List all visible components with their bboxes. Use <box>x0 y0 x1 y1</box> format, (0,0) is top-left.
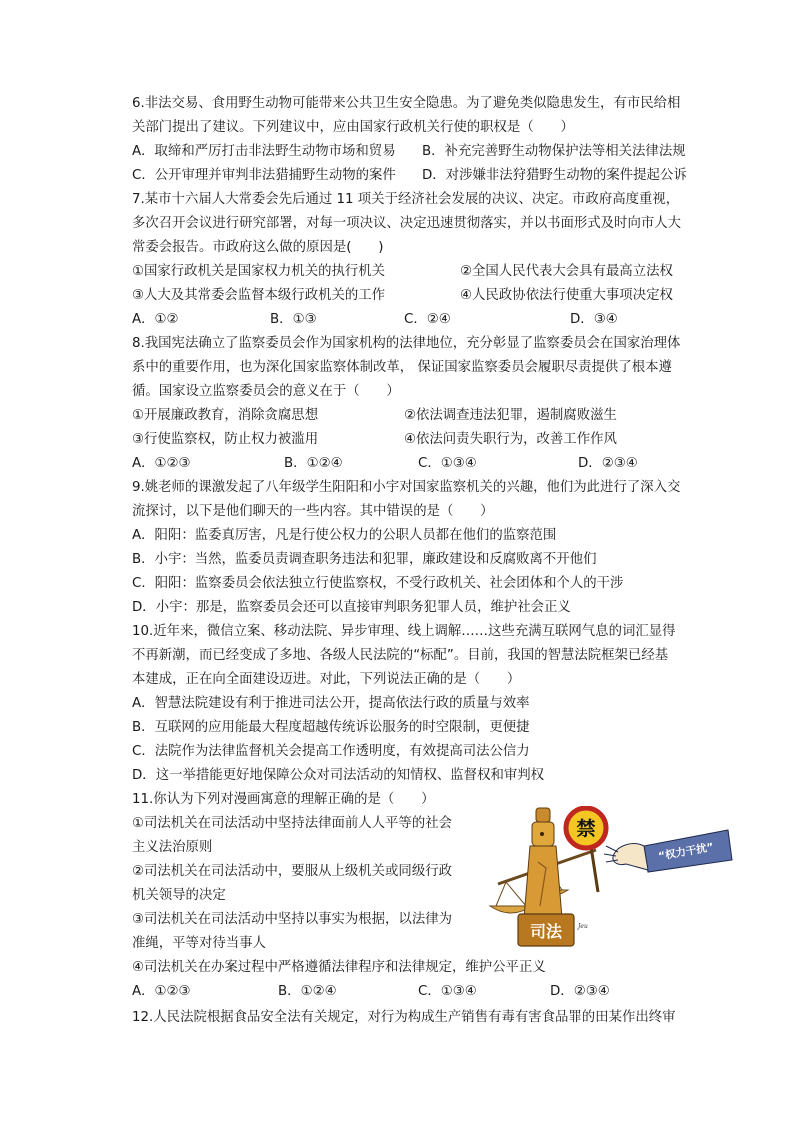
q8-stem-line-2: 系中的重要作用，也为深化国家监察体制改革， 保证国家监察委员会履职尽责提供了根本遵 <box>132 360 672 375</box>
q8-option-c[interactable]: C．①③④ <box>418 456 477 471</box>
q8-item-row-2 <box>132 428 712 452</box>
q6-option-a[interactable]: A．取缔和严厉打击非法野生动物市场和贸易 <box>132 144 396 159</box>
q11-stem-line-1: 11.你认为下列对漫画寓意的理解正确的是（ ） <box>132 792 435 807</box>
q7-item-row-2 <box>132 284 712 308</box>
q8-option-b[interactable]: B．①②④ <box>284 456 343 471</box>
q7-item-4: ④人民政协依法行使重大事项决定权 <box>460 288 673 303</box>
q7-option-c[interactable]: C．②④ <box>404 312 451 327</box>
q8-option-a[interactable]: A．①②③ <box>132 456 191 471</box>
q11-option-b[interactable]: B．①②④ <box>278 984 337 999</box>
q6-option-b[interactable]: B．补充完善野生动物保护法等相关法律法规 <box>422 144 686 159</box>
q6-stem-line-1: 6.非法交易、食用野生动物可能带来公共卫生安全隐患。为了避免类似隐患发生，有市民给相 <box>132 96 681 111</box>
q10-option-a[interactable]: A．智慧法院建设有利于推进司法公开，提高依法行政的质量与效率 <box>132 696 530 711</box>
q8-item-4: ④依法问责失职行为，改善工作作风 <box>404 432 617 447</box>
q10-stem-line-3: 本建成，正在向全面建设迈进。对此，下列说法正确的是（ ） <box>132 672 521 687</box>
q6-option-row-1 <box>132 140 712 164</box>
q7-item-1: ①国家行政机关是国家权力机关的执行机关 <box>132 264 386 279</box>
q7-option-d[interactable]: D．③④ <box>570 312 618 327</box>
artist-signature: Jeu <box>578 923 588 930</box>
q11-item-line-5: ③司法机关在司法活动中坚持以事实为根据，以法律为 <box>132 912 452 927</box>
q9-option-c[interactable]: C．阳阳：监察委员会依法独立行使监察权，不受行政机关、社会团体和个人的干涉 <box>132 576 624 591</box>
q8-item-row-1 <box>132 404 712 428</box>
q11-item-line-2: 主义法治原则 <box>132 840 213 855</box>
q8-item-2: ②依法调查违法犯罪，遏制腐败滋生 <box>404 408 617 423</box>
q11-option-row <box>132 980 712 1004</box>
justice-cartoon <box>486 806 734 956</box>
q7-option-row <box>132 308 712 332</box>
q10-stem-line-1: 10.近年来，微信立案、移动法院、异步审理、线上调解……这些充满互联网气息的词汇显得 <box>132 624 676 639</box>
q11-item-line-7: ④司法机关在办案过程中严格遵循法律程序和法律规定，维护公平正义 <box>132 960 546 975</box>
q9-option-d[interactable]: D．小宇：那是，监察委员会还可以直接审判职务犯罪人员，维护社会正义 <box>132 600 571 615</box>
q11-item-line-1: ①司法机关在司法活动中坚持法律面前人人平等的社会 <box>132 816 452 831</box>
q8-item-3: ③行使监察权，防止权力被滥用 <box>132 432 319 447</box>
q9-option-a[interactable]: A．阳阳：监委真厉害，凡是行使公权力的公职人员都在他们的监察范围 <box>132 528 557 543</box>
q9-stem-line-2: 流探讨，以下是他们聊天的一些内容。其中错误的是（ ） <box>132 504 494 519</box>
q6-option-row-2 <box>132 164 712 188</box>
q7-option-a[interactable]: A．①② <box>132 312 179 327</box>
q11-option-c[interactable]: C．①③④ <box>418 984 477 999</box>
q7-item-3: ③人大及其常委会监督本级行政机关的工作 <box>132 288 386 303</box>
q10-option-b[interactable]: B．互联网的应用能最大程度超越传统诉讼服务的时空限制，更便捷 <box>132 720 530 735</box>
q8-stem-line-3: 循。国家设立监察委员会的意义在于（ ） <box>132 384 400 399</box>
q7-stem-line-1: 7.某市十六届人大常委会先后通过 11 项关于经济社会发展的决议、决定。市政府高度重视， <box>132 192 680 207</box>
q7-stem-line-2: 多次召开会议进行研究部署，对每一项决议、决定迅速贯彻落实，并以书面形式及时向市人大 <box>132 216 682 231</box>
q11-item-line-3: ②司法机关在司法活动中，要服从上级机关或同级行政 <box>132 864 452 879</box>
q6-option-d[interactable]: D．对涉嫌非法狩猎野生动物的案件提起公诉 <box>422 168 687 183</box>
q10-stem-line-2: 不再新潮，而已经变成了多地、各级人民法院的“标配”。目前，我国的智慧法院框架已经基 <box>132 648 669 663</box>
forbidden-sign-label: 禁 <box>576 818 596 840</box>
q7-option-b[interactable]: B．①③ <box>270 312 317 327</box>
base-label: 司法 <box>529 922 563 941</box>
q11-item-line-4: 机关领导的决定 <box>132 888 226 903</box>
q6-stem-line-2: 关部门提出了建议。下列建议中，应由国家行政机关行使的职权是（ ） <box>132 120 574 135</box>
q11-option-a[interactable]: A．①②③ <box>132 984 191 999</box>
q7-stem-line-3: 常委会报告。市政府这么做的原因是( ) <box>132 240 384 255</box>
q9-option-b[interactable]: B．小宇：当然，监委员责调查职务违法和犯罪，廉政建设和反腐败离不开他们 <box>132 552 597 567</box>
q8-stem-line-1: 8.我国宪法确立了监察委员会作为国家机构的法律地位，充分彰显了监察委员会在国家治理体 <box>132 336 681 351</box>
q8-item-1: ①开展廉政教育，消除贪腐思想 <box>132 408 319 423</box>
justice-statue <box>524 808 562 918</box>
q10-option-d[interactable]: D．这一举措能更好地保障公众对司法活动的知情权、监督权和审判权 <box>132 768 545 783</box>
q9-stem-line-1: 9.姚老师的课激发起了八年级学生阳阳和小宇对国家监察机关的兴趣，他们为此进行了深入交 <box>132 480 681 495</box>
q10-option-c[interactable]: C．法院作为法律监督机关会提高工作透明度，有效提高司法公信力 <box>132 744 530 759</box>
hand-label: “权力干扰” <box>657 841 715 863</box>
q7-item-2: ②全国人民代表大会具有最高立法权 <box>460 264 673 279</box>
q7-item-row-1 <box>132 260 712 284</box>
q12-stem-line-1: 12.人民法院根据食品安全法有关规定，对行为构成生产销售有毒有害食品罪的田某作出终审 <box>132 1010 676 1025</box>
q11-option-d[interactable]: D．②③④ <box>550 984 610 999</box>
q8-option-row <box>132 452 712 476</box>
q8-option-d[interactable]: D．②③④ <box>578 456 638 471</box>
q11-item-line-6: 准绳，平等对待当事人 <box>132 936 266 951</box>
q6-option-c[interactable]: C．公开审理并审判非法猎捕野生动物的案件 <box>132 168 396 183</box>
